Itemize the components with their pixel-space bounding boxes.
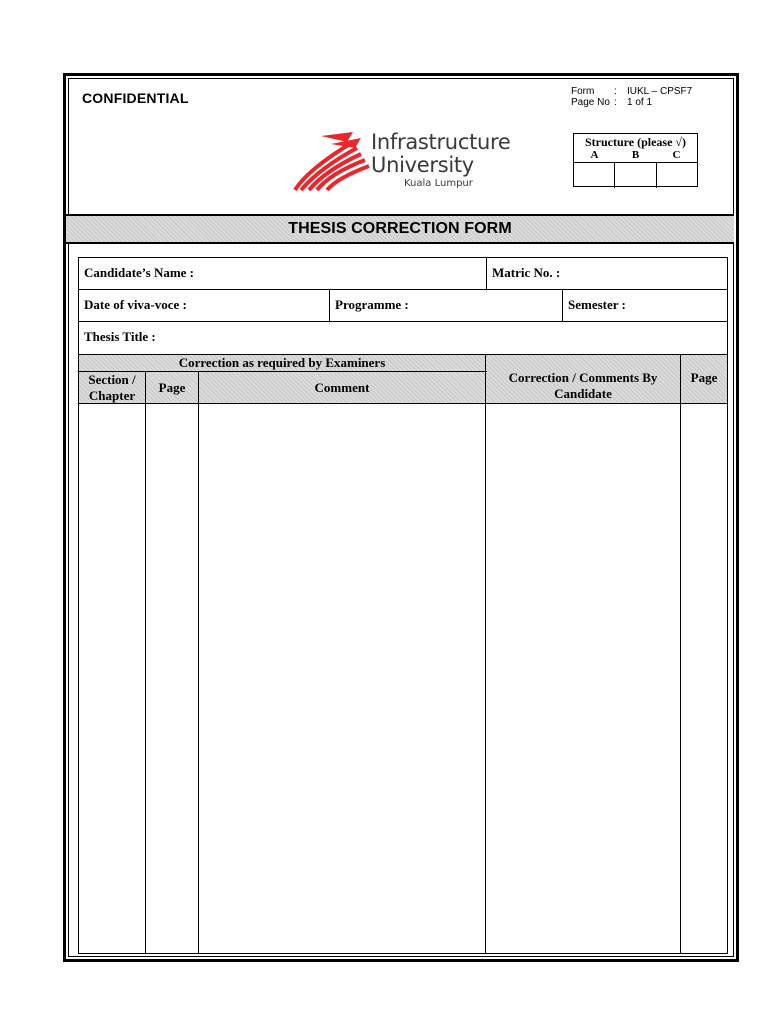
page2-column-body[interactable] <box>681 404 727 953</box>
page2-header: Page <box>690 370 718 385</box>
page-sep: : <box>614 97 617 108</box>
structure-option-b: B <box>631 149 640 161</box>
form-key: Form <box>571 86 595 97</box>
section-column-body[interactable] <box>79 404 145 953</box>
examiners-group-header: Correction as required by Examiners <box>178 355 386 370</box>
logo-line1: Infrastructure <box>371 130 511 154</box>
comment-header: Comment <box>314 380 370 395</box>
thesis-title-field[interactable]: Thesis Title : <box>84 329 156 344</box>
confidential-label: CONFIDENTIAL <box>82 90 189 106</box>
section-chapter-header: Section / Chapter <box>88 372 136 403</box>
form-title: THESIS CORRECTION FORM <box>288 220 512 237</box>
info-row-1 <box>79 258 727 290</box>
candidate-column-body[interactable] <box>486 404 680 953</box>
page-header: Page <box>158 380 186 395</box>
semester-field[interactable]: Semester : <box>568 297 626 312</box>
form-sep: : <box>614 86 617 97</box>
page-value: 1 of 1 <box>627 97 653 108</box>
form-meta <box>571 86 692 108</box>
info-row-2 <box>79 290 727 322</box>
programme-field[interactable]: Programme : <box>330 290 563 321</box>
structure-cell-b[interactable] <box>615 163 656 188</box>
candidate-info-table <box>78 257 728 355</box>
correction-table <box>78 354 728 954</box>
structure-option-c: C <box>672 149 681 161</box>
candidate-comments-header: Correction / Comments By Candidate <box>508 370 658 401</box>
university-logo <box>291 128 516 196</box>
structure-cell-c[interactable] <box>657 163 697 188</box>
comment-column-body[interactable] <box>199 404 485 953</box>
logo-line3: Kuala Lumpur <box>404 178 473 189</box>
page-column-body[interactable] <box>146 404 198 953</box>
viva-date-field[interactable]: Date of viva-voce : <box>79 290 330 321</box>
structure-options <box>574 149 697 161</box>
structure-box <box>573 133 698 187</box>
form-value: IUKL – CPSF7 <box>627 86 693 97</box>
form-title-bar <box>66 214 734 244</box>
structure-option-a: A <box>590 149 599 161</box>
structure-title: Structure (please √) <box>584 135 686 149</box>
structure-cell-a[interactable] <box>574 163 615 188</box>
form-header <box>66 76 734 212</box>
logo-line2: University <box>371 153 474 177</box>
logo-swoosh-icon <box>291 128 373 196</box>
page-key: Page No <box>571 97 610 108</box>
form-frame <box>63 73 739 962</box>
structure-check-cells <box>574 162 697 188</box>
candidate-name-field[interactable]: Candidate’s Name : <box>79 258 487 289</box>
matric-no-field[interactable]: Matric No. : <box>492 265 561 280</box>
info-row-3 <box>79 322 727 354</box>
